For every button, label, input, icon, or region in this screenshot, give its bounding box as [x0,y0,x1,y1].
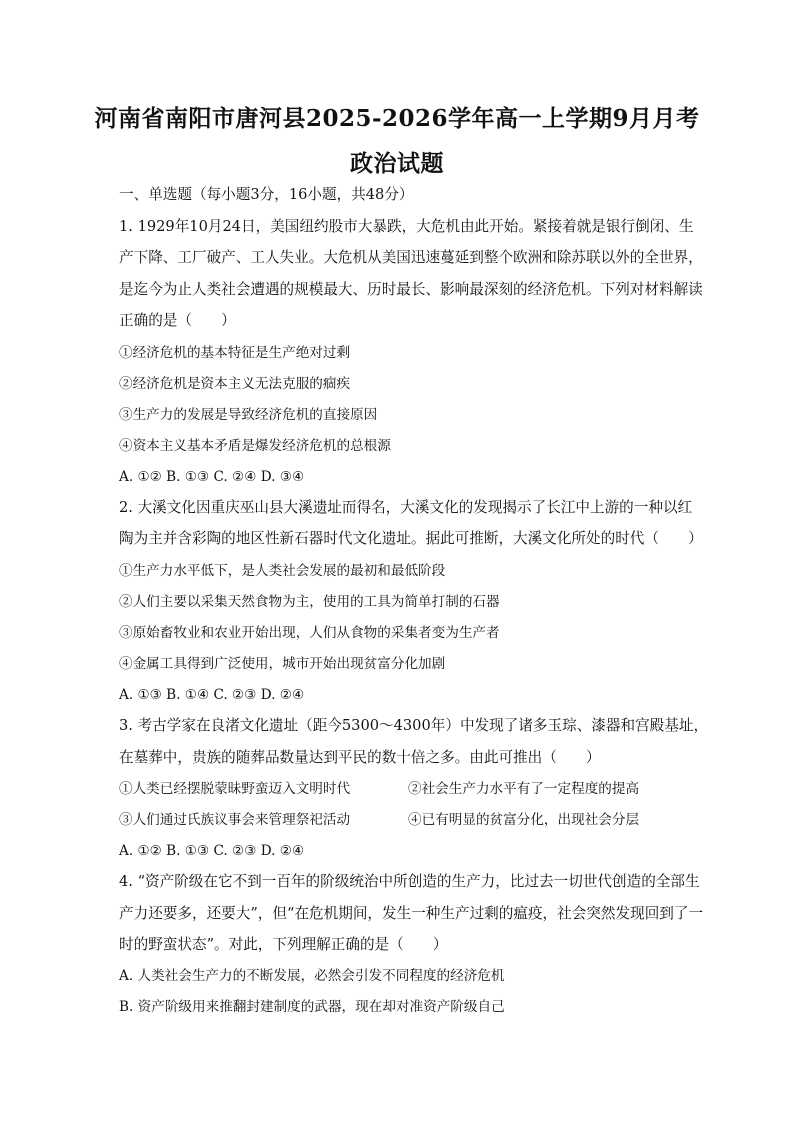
q1-line-2: 产下降、工厂破产、工人失业。大危机从美国迅速蔓延到整个欧洲和除苏联以外的全世界， [119,249,703,266]
q3-item-3: ③人们通过氏族议事会来管理祭祀活动 [119,812,351,828]
q3-line-2: 在墓葬中，贵族的随葬品数量达到平民的数十倍之多。由此可推出（ ） [119,749,601,766]
q1-line-4: 正确的是（ ） [119,312,236,329]
q1-item-1: ①经济危机的基本特征是生产绝对过剩 [119,345,351,361]
exam-title: 河南省南阳市唐河县2025-2026学年高一上学期9月月考 [94,105,700,132]
q2-item-3: ③原始畜牧业和农业开始出现，人们从食物的采集者变为生产者 [119,625,500,641]
exam-subtitle: 政治试题 [350,150,444,177]
q1-item-3: ③生产力的发展是导致经济危机的直接原因 [119,407,378,423]
q2-line-1: 2. 大溪文化因重庆巫山县大溪遗址而得名，大溪文化的发现揭示了长江中上游的一种以红 [119,499,693,516]
q4-option-b: B. 资产阶级用来推翻封建制度的武器，现在却对准资产阶级自己 [119,999,505,1015]
q1-item-4: ④资本主义基本矛盾是爆发经济危机的总根源 [119,438,391,454]
q1-answer-choices: A. ①② B. ①③ C. ②④ D. ③④ [119,469,305,485]
section-heading: 一、单选题（每小题3分，16小题，共48分） [119,186,414,203]
q4-line-2: 产力还要多，还要大”，但“在危机期间，发生一种生产过剩的瘟疫，社会突然发现回到了一 [119,905,704,922]
q2-item-2: ②人们主要以采集天然食物为主，使用的工具为简单打制的石器 [119,594,500,610]
q3-answer-choices: A. ①② B. ①③ C. ②③ D. ②④ [119,843,305,859]
q2-item-1: ①生产力水平低下，是人类社会发展的最初和最低阶段 [119,563,446,579]
q1-line-3: 是迄今为止人类社会遭遇的规模最大、历时最长、影响最深刻的经济危机。下列对材料解读 [119,281,703,298]
q4-line-1: 4. “资产阶级在它不到一百年的阶级统治中所创造的生产力，比过去一切世代创造的全部生 [119,873,700,890]
q1-item-2: ②经济危机是资本主义无法克服的痼疾 [119,376,351,392]
q3-line-1: 3. 考古学家在良渚文化遗址（距今5300～4300年）中发现了诸多玉琮、漆器和宫殿基址， [119,717,709,734]
q3-item-4: ④已有明显的贫富分化，出现社会分层 [408,812,640,828]
q1-line-1: 1. 1929年10月24日，美国纽约股市大暴跌，大危机由此开始。紧接着就是银行倒闭、生 [119,218,694,235]
q4-option-a: A. 人类社会生产力的不断发展，必然会引发不同程度的经济危机 [119,968,505,984]
q3-item-2: ②社会生产力水平有了一定程度的提高 [408,781,640,797]
q2-line-2: 陶为主并含彩陶的地区性新石器时代文化遗址。据此可推断，大溪文化所处的时代（ ） [119,530,703,547]
q2-answer-choices: A. ①③ B. ①④ C. ②③ D. ②④ [119,687,305,703]
q3-item-1: ①人类已经摆脱蒙昧野蛮迈入文明时代 [119,781,351,797]
q2-item-4: ④金属工具得到广泛使用，城市开始出现贫富分化加剧 [119,656,446,672]
q4-line-3: 时的野蛮状态”。对此，下列理解正确的是（ ） [119,936,448,953]
